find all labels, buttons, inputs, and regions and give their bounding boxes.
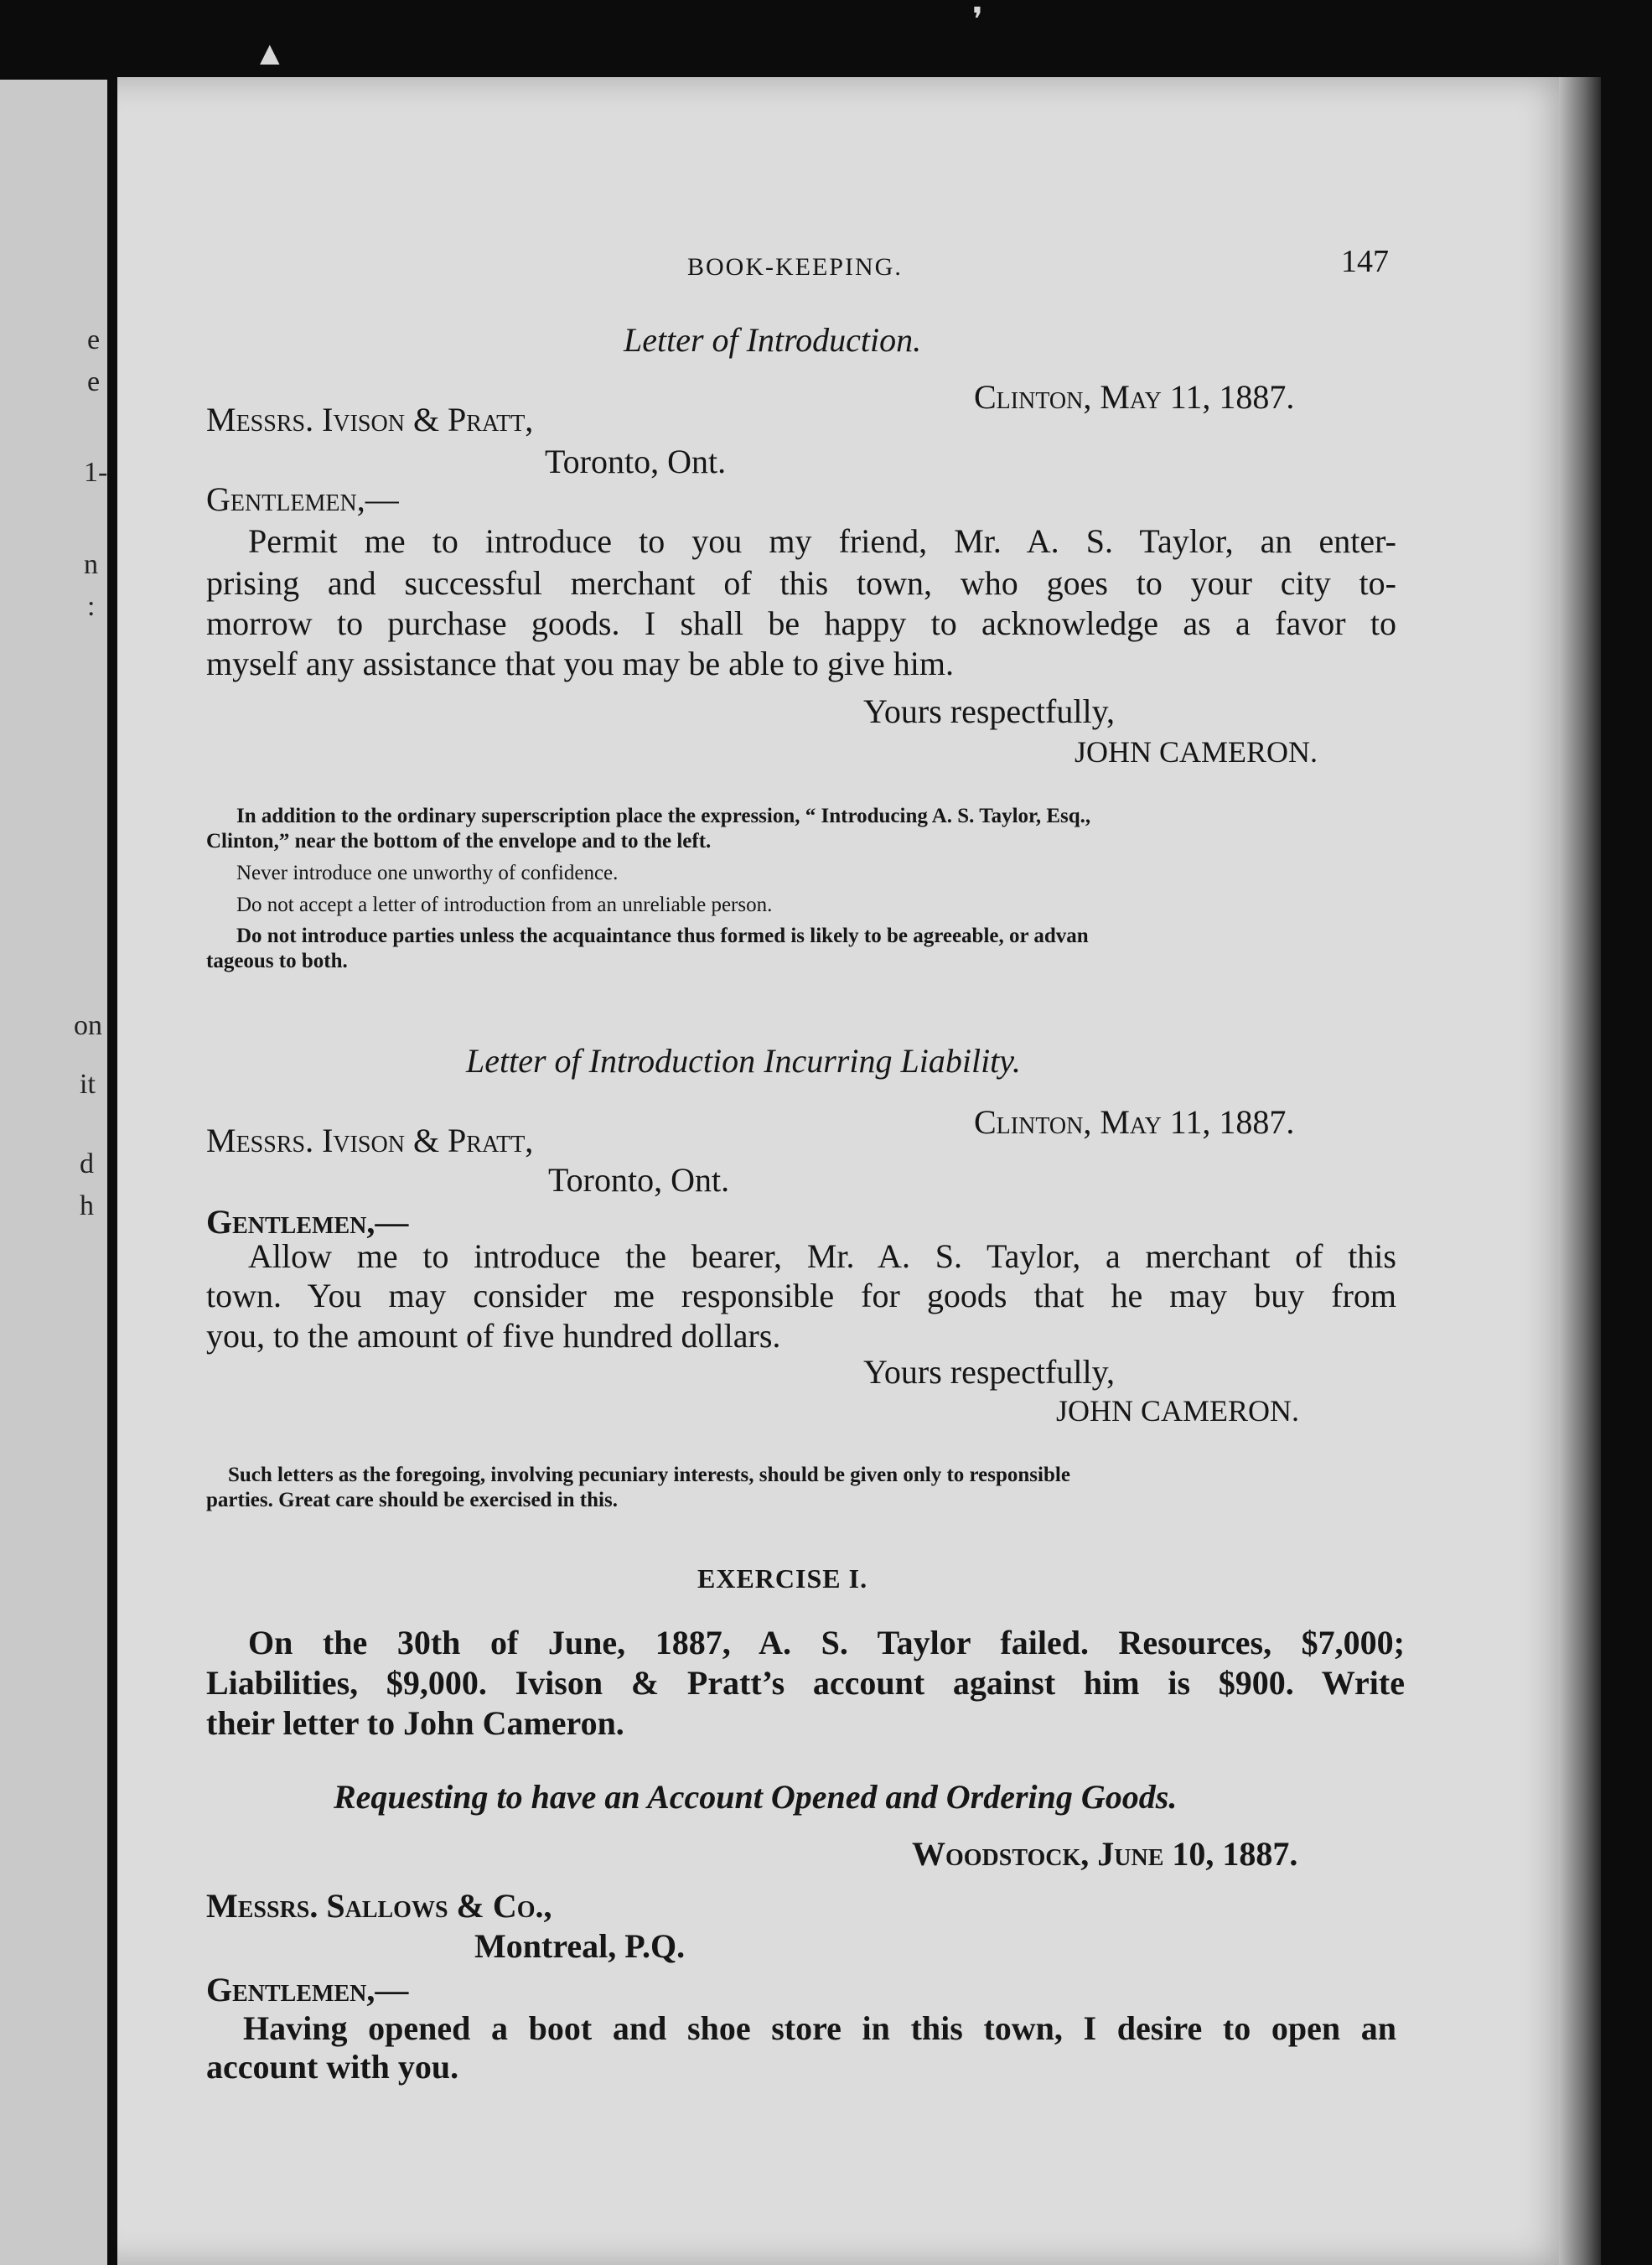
body-line: morrow to purchase goods. I shall be happy to acknowledge as a favor to xyxy=(206,604,1396,642)
note-line: In addition to the ordinary superscription place the expression, “ Introducing A. S. Taylor, Esq., xyxy=(236,805,1091,827)
note-line: tageous to both. xyxy=(206,950,348,972)
body-line: prising and successful merchant of this town, who goes to your city to- xyxy=(206,564,1396,602)
exercise-line: On the 30th of June, 1887, A. S. Taylor failed. Resources, $7,000; xyxy=(248,1624,1405,1661)
place-date: Clinton, May 11, 1887. xyxy=(974,378,1295,416)
exercise-line: their letter to John Cameron. xyxy=(206,1704,624,1742)
letter-title: Letter of Introduction Incurring Liability. xyxy=(466,1042,1021,1080)
edge-letter: 1- xyxy=(84,457,107,488)
running-head: BOOK-KEEPING. xyxy=(687,253,903,281)
body-line: Permit me to introduce to you my friend, Mr. A. S. Taylor, an enter- xyxy=(248,522,1396,560)
signature: JOHN CAMERON. xyxy=(1056,1394,1300,1428)
edge-letter: it xyxy=(80,1069,96,1100)
exercise-heading: EXERCISE I. xyxy=(697,1563,868,1594)
place-date: Clinton, May 11, 1887. xyxy=(974,1103,1295,1141)
addressee: Messrs. Ivison & Pratt, xyxy=(206,401,534,438)
salutation: Gentlemen,— xyxy=(206,1971,409,2008)
note-line: Clinton,” near the bottom of the envelope and to the left. xyxy=(206,830,712,853)
scan-mark: ❜ xyxy=(972,1,983,39)
body-line: Allow me to introduce the bearer, Mr. A. S. Taylor, a merchant of this xyxy=(248,1237,1396,1275)
body-line: myself any assistance that you may be able to give him. xyxy=(206,645,954,682)
body-line: town. You may consider me responsible for goods that he may buy from xyxy=(206,1277,1396,1314)
note-line: Do not accept a letter of introduction from an unreliable person. xyxy=(236,894,773,916)
address: Toronto, Ont. xyxy=(548,1161,730,1199)
letter-title: Letter of Introduction. xyxy=(624,321,922,359)
salutation: Gentlemen,— xyxy=(206,480,399,518)
addressee: Messrs. Ivison & Pratt, xyxy=(206,1122,534,1159)
exercise-line: Liabilities, $9,000. Ivison & Pratt’s account against him is $900. Write xyxy=(206,1664,1405,1702)
note-line: Never introduce one unworthy of confidence. xyxy=(236,862,619,884)
edge-letter: on xyxy=(74,1010,102,1041)
closing: Yours respectfully, xyxy=(863,1353,1115,1391)
edge-letter: d xyxy=(80,1148,94,1179)
note-line: Such letters as the foregoing, involving pecuniary interests, should be given only to responsible xyxy=(228,1464,1070,1486)
signature: JOHN CAMERON. xyxy=(1075,735,1318,769)
scan-mark: ▲ xyxy=(253,34,287,72)
letter-title: Requesting to have an Account Opened and Ordering Goods. xyxy=(334,1778,1178,1816)
body-line: account with you. xyxy=(206,2048,459,2086)
edge-letter: e xyxy=(87,324,101,355)
page-binding-shadow xyxy=(1559,77,1601,2265)
note-line: parties. Great care should be exercised in this. xyxy=(206,1489,618,1511)
body-line: you, to the amount of five hundred dollars. xyxy=(206,1317,781,1355)
edge-letter: : xyxy=(87,591,96,622)
left-page-edge xyxy=(0,80,107,2265)
place-date: Woodstock, June 10, 1887. xyxy=(912,1835,1298,1873)
edge-letter: n xyxy=(84,549,98,580)
address: Toronto, Ont. xyxy=(545,443,727,480)
page-number: 147 xyxy=(1341,244,1389,279)
body-line: Having opened a boot and shoe store in this town, I desire to open an xyxy=(243,2009,1396,2047)
closing: Yours respectfully, xyxy=(863,692,1115,730)
note-line: Do not introduce parties unless the acquaintance thus formed is likely to be agreeable, or advan xyxy=(236,925,1089,947)
addressee: Messrs. Sallows & Co., xyxy=(206,1887,552,1925)
address: Montreal, P.Q. xyxy=(474,1927,686,1965)
edge-letter: e xyxy=(87,366,101,397)
edge-letter: h xyxy=(80,1190,94,1221)
salutation: Gentlemen,— xyxy=(206,1203,409,1241)
